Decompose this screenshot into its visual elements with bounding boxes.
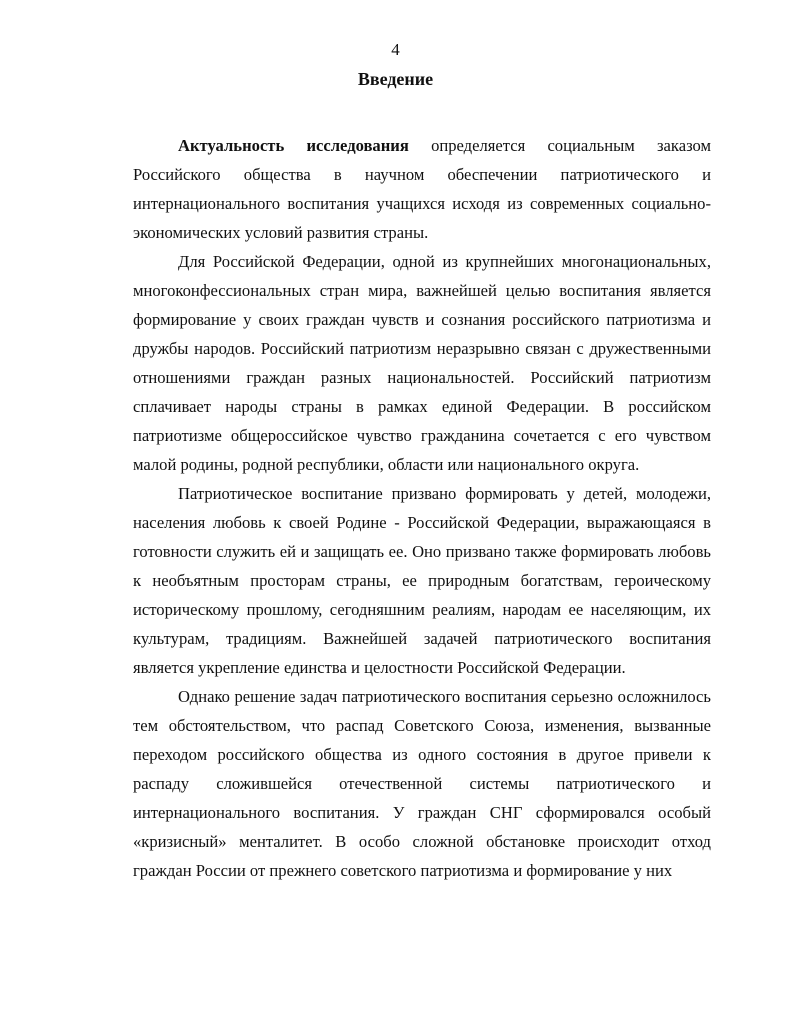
body-text xyxy=(133,131,711,885)
paragraph-challenges: Однако решение задач патриотического воспитания серьезно осложнилось тем обстоятельством, что распад Советского Союза, изменения, вызванные переходом российского общества из одного состояния в другое привели к распаду сложившейся отечественной системы патриотического и интернационального воспитания. У граждан СНГ сформировался особый «кризисный» менталитет. В особо сложной обстановке происходит отход граждан России от прежнего советского патриотизма и формирование у них xyxy=(133,687,711,880)
paragraph-patriotic-education: Патриотическое воспитание призвано формировать у детей, молодежи, населения любовь к своей Родине - Российской Федерации, выражающаяся в готовности служить ей и защищать ее. Оно призвано также формировать любовь к необъятным просторам страны, ее природным богатствам, героическому историческому прошлому, сегодняшним реалиям, народам ее населяющим, их культурам, традициям. Важнейшей задачей патриотического воспитания является укрепление единства и целостности Российской Федерации. xyxy=(133,484,711,677)
page-number: 4 xyxy=(391,40,400,59)
relevance-text: определяется социальным заказом Российского общества в научном обеспечении патриотического и интернационального воспитания учащихся исходя из современных социально-экономических условий развития страны. xyxy=(133,136,712,242)
section-heading: Введение xyxy=(357,69,434,89)
relevance-lead: Актуальность исследования xyxy=(178,136,409,155)
paragraph-federation: Для Российской Федерации, одной из крупнейших многонациональных, многоконфессиональных стран мира, важнейшей целью воспитания является формирование у своих граждан чувств и сознания российского патриотизма и дружбы народов. Российский патриотизм неразрывно связан с дружественными отношениями граждан разных национальностей. Российский патриотизм сплачивает народы страны в рамках единой Федерации. В российском патриотизме общероссийское чувство гражданина сочетается с его чувством малой родины, родной республики, области или национального округа. xyxy=(133,252,711,474)
paragraph-relevance xyxy=(133,131,711,247)
